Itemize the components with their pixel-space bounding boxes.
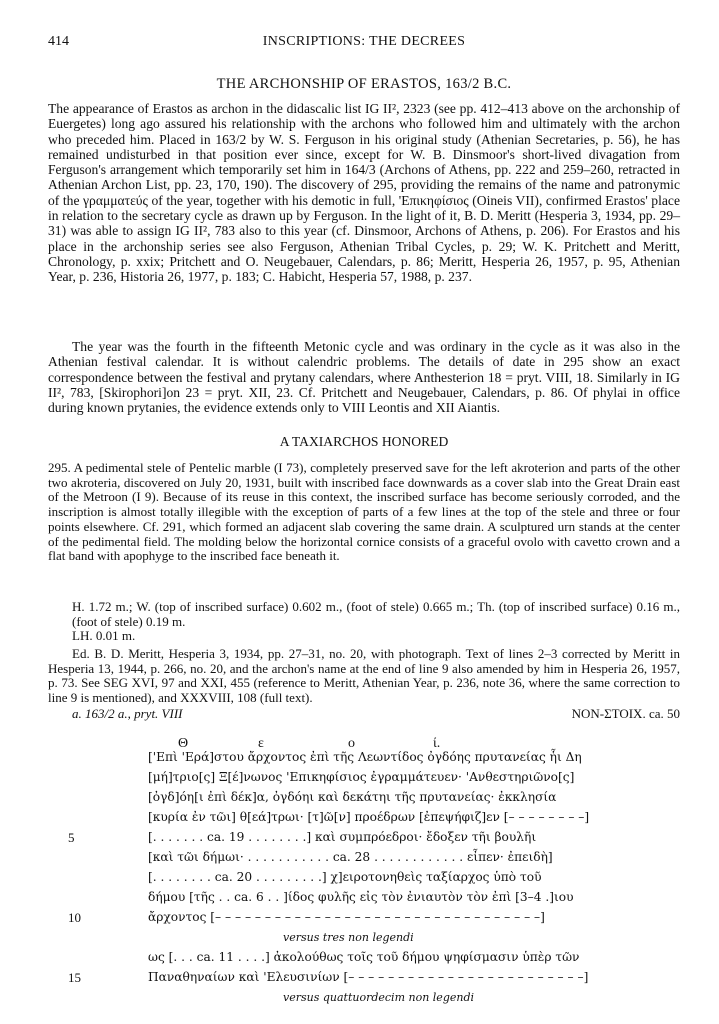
inscription-line: [καὶ τῶι δήμωι· . . . . . . . . . . . ca. 28 . . . . . . . . . . . . εἶπεν· ἐπειδὴ] (148, 850, 553, 864)
lacuna-note: versus tres non legendi (283, 931, 414, 944)
paragraph-description: 295. A pedimental stele of Pentelic marble (I 73), completely preserved save for the left akroterion and parts of the other two akroteria, discovered on July 20, 1931, built with inscribed face downwards as a cover slab into the Great Drain east of the Metroon (I 9). Because of its reuse in this context, the inscribed surface has become seriously corroded, and the inscription is almost totally illegible with the exception of parts of a few lines at the top of the stele and three or four points elsewhere. Cf. 291, which formed an adjacent slab covering the same drain. A sculptured urn stands at the center of the pedimental field. The molding below the horizontal cornice consists of a graceful ovolo with cavetto crown and a flat band with apophyge to the inscribed face beneath it. (48, 460, 680, 564)
stoichedon-note: NON-ΣΤΟΙΧ. ca. 50 (571, 706, 680, 721)
theos-letter: ί. (433, 736, 441, 751)
section-title: THE ARCHONSHIP OF ERASTOS, 163/2 B.C. (216, 76, 512, 92)
date-line: a. 163/2 a., pryt. VIII (72, 706, 183, 721)
inscription-line: ['Επὶ 'Ερά]στου ἄρχοντος ἐπὶ τῆς Λεωντίδος ὀγδόης πρυτανείας ἧι Δη (148, 750, 582, 764)
paragraph-calendar: The year was the fourth in the fifteenth Metonic cycle and was ordinary in the cycle as it was also in the Athenian festival calendar. It is without calendric problems. The details of date in 295 show an exact correspondence between the festival and prytany calendars, where Anthesterion 18 = pryt. VIII, 18. Similarly in IG II², 783, [Skirophori]on 23 = pryt. XII, 23. Cf. Pritchett and Neugebauer, Calendars, p. 86. Of phylai in office during known prytanies, the evidence extends only to VIII Leontis and XII Aiantis. (48, 339, 680, 416)
theos-letter: ο (348, 736, 355, 751)
subheading: A TAXIARCHOS HONORED (279, 434, 449, 449)
page-header (48, 34, 680, 54)
paragraph-archonship: The appearance of Erastos as archon in the didascalic list IG II², 2323 (see pp. 412–413 above on the archonship of Euergetes) long ago assured his relationship with the archons who followed him and ultimately with the archon who preceded him. Placed in 163/2 by W. S. Ferguson in his original study (Athenian Secretaries, p. 56), he has remained undisturbed in that position ever since, except for W. B. Dinsmoor's short-lived divagation from Ferguson's arrangement which temporarily set him in 164/3 (Archons of Athens, pp. 222 and 259–260, retracted in Athenian Archon List, pp. 23, 170, 190). The discovery of 295, providing the remains of the name and patronymic of the γραμματεύς of the year, together with his demotic in full, 'Επικηφίσιος (Oineis VII), confirmed Erastos' place in relation to the secretary cycle as drawn up by Ferguson. In the light of it, B. D. Meritt (Hesperia 3, 1934, pp. 29–31) was able to assign IG II², 783 also to this year (cf. Dinsmoor, Archons of Athens, p. 206). For Erastos and his place in the archonship series see also Ferguson, Athenian Tribal Cycles, p. 29; W. K. Pritchett and Meritt, Chronology, p. xxix; Pritchett and O. Neugebauer, Calendars, p. 86; Meritt, Hesperia 26, 1957, p. 95, Athenian Year, p. 236, Historia 26, 1977, p. 183; C. Habicht, Hesperia 57, 1988, p. 237. (48, 101, 680, 285)
page-number: 414 (48, 34, 69, 49)
inscription-line: [μή]τριο[ς] Ξ[έ]νωνος 'Επικηφίσιος ἐγραμμάτευεν· 'Ανθεστηριῶνο[ς] (148, 770, 575, 784)
inscription-line: 10 ἄρχοντος [– – – – – – – – – – – – – – – – – – – – – – – – – – – – – – – – –] (68, 910, 545, 925)
inscription-line: [κυρία ἐν τῶι] θ[εά]τρωι· [τ]ῶ[ν] προέδρων [ἐπεψήφιζ]εν [– – – – – – – –] (148, 810, 590, 824)
lacuna-note: versus quattuordecim non legendi (283, 991, 475, 1004)
inscription-line: ως [. . . ca. 11 . . . .] ἀκολούθως τοῖς τοῦ δήμου ψηφίσμασιν ὑπὲρ τῶν (148, 950, 580, 964)
running-title: INSCRIPTIONS: THE DECREES (262, 34, 466, 49)
theos-letter: ε (258, 736, 264, 751)
inscription-line: [. . . . . . . . ca. 20 . . . . . . . . .] χ]ειροτονηθεὶς ταξίαρχος ὑπὸ τοῦ (148, 870, 542, 884)
paragraph-dimensions: H. 1.72 m.; W. (top of inscribed surface) 0.602 m., (foot of stele) 0.665 m.; Th. (top of inscribed surface) 0.16 m., (foot of stele) 0.19 m. (72, 599, 680, 629)
paragraph-editions: Ed. B. D. Meritt, Hesperia 3, 1934, pp. 27–31, no. 20, with photograph. Text of lines 2–3 corrected by Meritt in Hesperia 13, 1944, p. 266, no. 20, and the archon's name at the end of line 9 also amended by him in Hesperia 26, 1957, p. 73. See SEG XVI, 97 and XXI, 455 (reference to Meritt, Athenian Year, p. 236, note 36, where the same correction to line 9 is mentioned), and XXXVIII, 108 (full text). (48, 646, 680, 706)
inscription-line: [ὀγδ]όη[ι ἐπὶ δέκ]α, ὀγδόηι καὶ δεκάτηι τῆς πρυτανείας· ἐκκλησία (148, 790, 557, 804)
paragraph-letter-height: LH. 0.01 m. (72, 628, 136, 643)
inscription-line: δήμου [τῆς . . ca. 6 . . ]ίδος φυλῆς εἰς τὸν ἐνιαυτὸν τὸν ἐπὶ [3–4 .]ιου (148, 890, 574, 904)
inscription-line: 5 [. . . . . . . ca. 19 . . . . . . . .] καὶ συμπρόεδροι· ἔδοξεν τῆι βουλῆι (68, 830, 537, 845)
theos-letter: Θ (178, 736, 189, 751)
inscription-line: 15 Παναθηναίων καὶ 'Ελευσινίων [– – – – – – – – – – – – – – – – – – – – – – – –] (68, 970, 589, 985)
